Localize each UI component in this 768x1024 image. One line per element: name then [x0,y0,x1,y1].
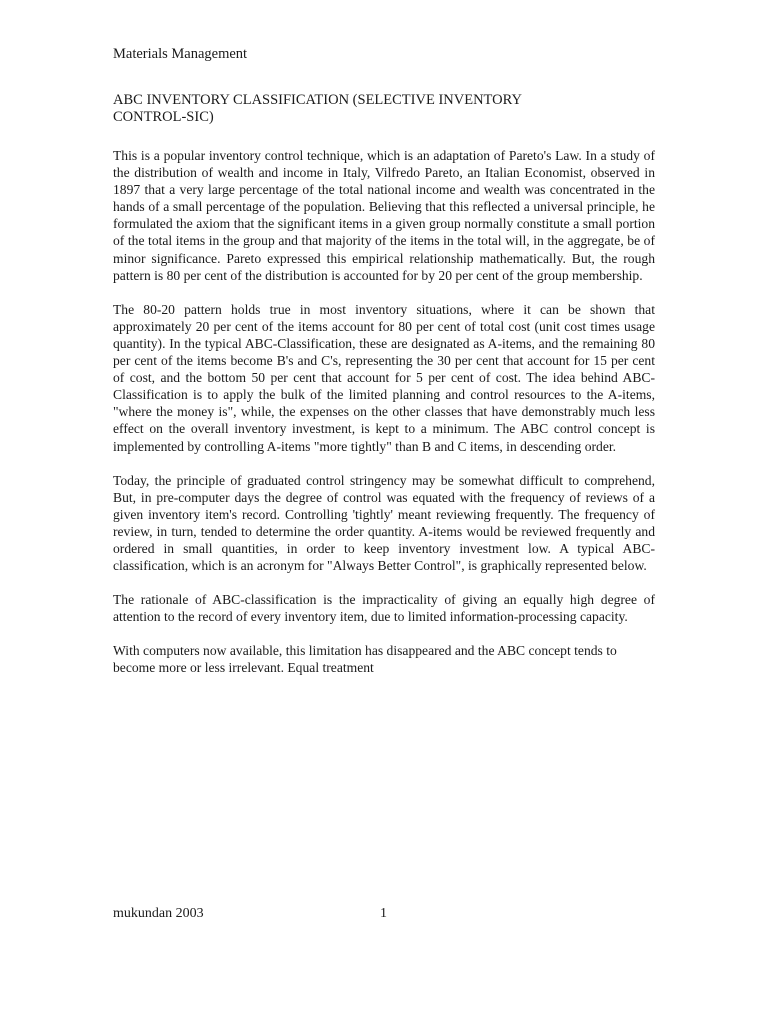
paragraph-computers: With computers now available, this limitation has disappeared and the ABC concept tends to become more or less irrelevant. Equal treatment [113,643,617,676]
page-number: 1 [380,906,387,921]
paragraph-graduated-control: Today, the principle of graduated control stringency may be somewhat difficult to comprehend, But, in pre-computer days the degree of control was equated with the frequency of reviews of a given inventory item's record. Controlling 'tightly' meant reviewing frequently. The frequency of review, in turn, tended to determine the order quantity. A-items would be reviewed frequently and ordered in small quantities, in order to keep inventory investment low. A typical ABC-classification, which is an acronym for "Always Better Control", is graphically represented below. [113,472,655,574]
footer-author: mukundan 2003 [113,906,204,921]
paragraph-pareto: This is a popular inventory control technique, which is an adaptation of Pareto's Law. In a study of the distribution of wealth and income in Italy, Vilfredo Pareto, an Italian Economist, observed in 1897 that a very large percentage of the total national income and wealth was concentrated in the hands of a small percentage of the population. Believing that this reflected a universal principle, he formulated the axiom that the significant items in a given group normally constitute a small portion of the total items in the group and that majority of the items in the total will, in the aggregate, be of minor significance. Pareto expressed this empirical relationship mathematically. But, the rough pattern is 80 per cent of the distribution is accounted for by 20 per cent of the group membership. [113,148,655,283]
paragraph-rationale: The rationale of ABC-classification is the impracticality of giving an equally high degree of attention to the record of every inventory item, due to limited information-processing capacity. [113,592,655,625]
section-title: ABC INVENTORY CLASSIFICATION (SELECTIVE INVENTORY CONTROL-SIC) [113,92,522,125]
document-page [113,44,655,694]
running-header: Materials Management [113,46,248,62]
paragraph-80-20-pattern: The 80-20 pattern holds true in most inventory situations, where it can be shown that approximately 20 per cent of the items account for 80 per cent of total cost (unit cost times usage quantity). In the typical ABC-Classification, these are designated as A-items, and the remaining 80 per cent of the items become B's and C's, representing the 30 per cent that account for 15 per cent of cost, and the bottom 50 per cent that account for 5 per cent of cost. The idea behind ABC-Classification is to apply the bulk of the limited planning and control resources to the A-items, "where the money is", while, the expenses on the other classes that have demonstrably much less effect on the overall inventory investment, is kept to a minimum. The ABC control concept is implemented by controlling A-items "more tightly" than B and C items, in descending order. [113,301,655,454]
